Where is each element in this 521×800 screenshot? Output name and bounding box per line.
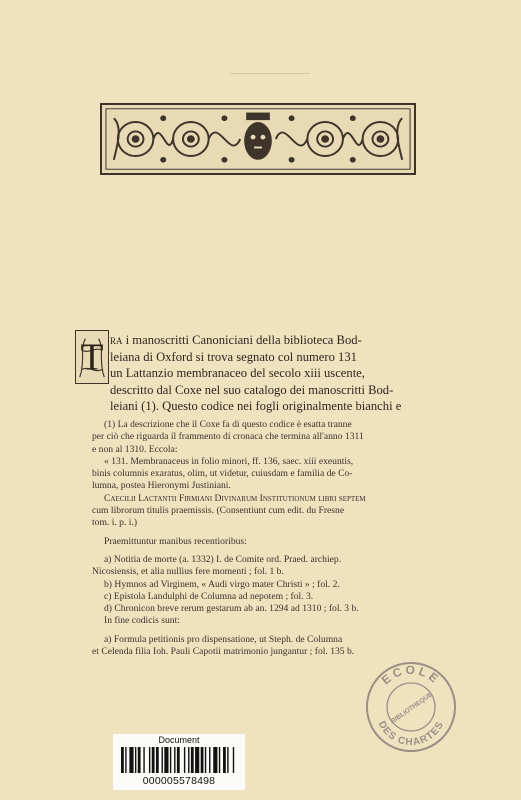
barcode-bar xyxy=(177,747,180,773)
footnote-line: b) Hymnos ad Virginem, « Audi virgo mater Christi » ; fol. 2. xyxy=(104,578,340,590)
barcode-bar xyxy=(135,747,136,773)
footnote-line: « 131. Membranaceus in folio minori, ff. 136, saec. xiii exeuntis, xyxy=(104,455,354,467)
barcode-bar xyxy=(152,747,155,773)
footnote-line: e non al 1310. Eccola: xyxy=(92,443,178,455)
small-caps-lead: ra xyxy=(110,333,123,347)
footnote-line: per ciò che riguarda il frammento di cronaca che termina all'anno 1311 xyxy=(92,431,364,443)
footnote-line: d) Chronicon breve rerum gestarum ab an. 1294 ad 1310 ; fol. 3 b. xyxy=(104,603,359,615)
decorated-initial-icon xyxy=(76,331,108,383)
footnote-line: c) Epistola Landulphi de Columna ad nepotem ; fol. 3. xyxy=(104,590,314,602)
barcode-bar xyxy=(170,747,171,773)
footnote-line: Praemittuntur manibus recentioribus: xyxy=(104,535,247,547)
stamp-top-text: ECOLE xyxy=(378,662,444,688)
barcode-bar xyxy=(205,747,206,773)
ornament-pattern-icon xyxy=(102,105,414,173)
barcode-bars-icon xyxy=(121,747,237,773)
barcode-bar xyxy=(195,747,199,773)
barcode-bar xyxy=(121,747,124,773)
footnote-line: lumna, postea Hieronymi Justiniani. xyxy=(92,480,231,492)
footnote-line: Caecilii Lactantii Firmiani Divinarum Institutionum libri septem xyxy=(104,492,366,504)
barcode-bar xyxy=(223,747,226,773)
barcode-number: 000005578498 xyxy=(142,775,216,787)
barcode-bar xyxy=(219,747,220,773)
footnote-line: In fine codicis sunt: xyxy=(104,615,180,627)
barcode-bar xyxy=(233,747,234,773)
main-text-span: descritto dal Coxe nel suo catalogo dei manoscritti Bod- xyxy=(110,382,394,397)
main-text-span: leiana di Oxford si trova segnato col numero 131 xyxy=(110,349,357,364)
barcode-title: Document xyxy=(158,735,200,745)
barcode-label xyxy=(113,734,245,790)
barcode-bar xyxy=(156,747,159,773)
stamp-middle-text: BIBLIOTHEQUE xyxy=(389,691,434,726)
stamp-seal-icon xyxy=(364,660,458,754)
main-text-span: i manoscritti Canoniciani della biblioteca Bod- xyxy=(122,333,362,347)
barcode-bar xyxy=(149,747,150,773)
barcode-bar xyxy=(209,747,210,773)
main-text-lines xyxy=(110,332,428,415)
footnote-line: cum librorum titulis praemissis. (Consentiunt cum edit. du Fresne xyxy=(92,505,345,517)
barcode-bar xyxy=(162,747,163,773)
ornamental-headpiece xyxy=(100,103,416,175)
stamp-bottom-text: DES CHARTES xyxy=(375,719,447,749)
main-text-line xyxy=(110,332,428,349)
barcode-bar xyxy=(213,747,217,773)
main-text-line xyxy=(110,398,428,415)
footnote-line: (1) La descrizione che il Coxe fa di questo codice è esatta tranne xyxy=(104,419,352,430)
barcode-bar xyxy=(125,747,126,773)
main-text-span: leiani (1). Questo codice nei fogli originalmente bianchi e xyxy=(110,399,402,413)
barcode-bar xyxy=(201,747,204,773)
main-text-line xyxy=(110,365,428,382)
barcode-bar xyxy=(164,747,168,773)
main-text-line xyxy=(110,382,428,399)
footnote-line: Nicosiensis, et alia nullius fere momenti ; fol. 1 b. xyxy=(92,566,284,578)
barcode-bar xyxy=(188,747,189,773)
barcode-bar xyxy=(138,747,141,773)
footnote-line: a) Formula petitionis pro dispensatione, ut Steph. de Columna xyxy=(104,633,343,645)
main-paragraph xyxy=(80,332,428,415)
footnote-line: binis columnis exaratus, olim, ut videtur, cuiusdam e familia de Co- xyxy=(92,468,353,480)
footnote-line: et Celenda filia Ioh. Pauli Capotii matrimonio jungantur ; fol. 135 b. xyxy=(92,646,355,658)
barcode-bar xyxy=(129,747,133,773)
faint-rule xyxy=(230,73,310,74)
barcode-bar xyxy=(227,747,228,773)
footnote-line: tom. i. p. i.) xyxy=(92,517,138,529)
drop-letter: T xyxy=(80,336,104,379)
footnote-line: a) Notitia de morte (a. 1332) I. de Comite ord. Praed. archiep. xyxy=(104,553,342,565)
main-text-span: un Lattanzio membranaceo del secolo xiii uscente, xyxy=(110,366,365,380)
decorated-initial xyxy=(75,330,109,384)
barcode-bar xyxy=(191,747,194,773)
footnotes xyxy=(92,419,427,658)
barcode-bar xyxy=(174,747,175,773)
barcode-bar xyxy=(184,747,185,773)
library-stamp xyxy=(364,660,458,754)
main-text-line xyxy=(110,349,428,366)
barcode-bar xyxy=(143,747,144,773)
